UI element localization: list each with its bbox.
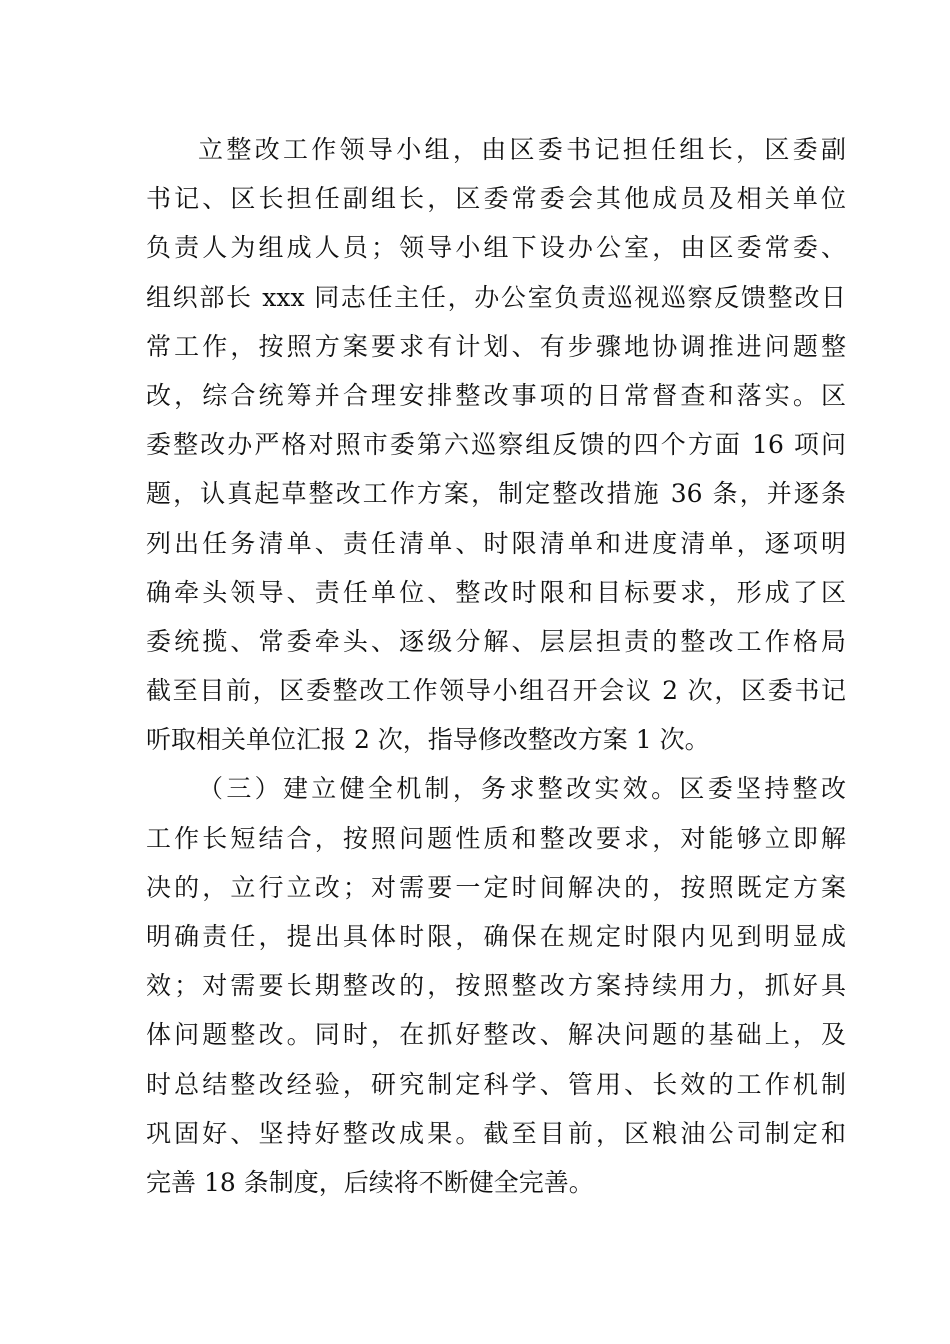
paragraph-line: 题，认真起草整改工作方案，制定整改措施 36 条，并逐条 [146, 479, 846, 509]
paragraph-line: 巩固好、坚持好整改成果。截至目前，区粮油公司制定和 [146, 1118, 846, 1148]
paragraph-line: 听取相关单位汇报 2 次，指导修改整改方案 1 次。 [146, 725, 710, 755]
body-text [146, 125, 846, 1207]
paragraph-line: 截至目前，区委整改工作领导小组召开会议 2 次，区委书记 [146, 676, 846, 706]
paragraph-line: 组织部长 xxx 同志任主任，办公室负责巡视巡察反馈整改日 [146, 282, 846, 312]
paragraph-line: 委统揽、常委牵头、逐级分解、层层担责的整改工作格局 [146, 626, 846, 656]
paragraph-line: 工作长短结合，按照问题性质和整改要求，对能够立即解 [146, 823, 846, 853]
paragraph-line: 完善 18 条制度，后续将不断健全完善。 [146, 1167, 594, 1197]
paragraph-line: 常工作，按照方案要求有计划、有步骤地协调推进问题整 [146, 331, 846, 361]
paragraph-line: 书记、区长担任副组长，区委常委会其他成员及相关单位 [146, 184, 846, 214]
paragraph-line: 时总结整改经验，研究制定科学、管用、长效的工作机制 [146, 1069, 846, 1099]
paragraph-line: 明确责任，提出具体时限，确保在规定时限内见到明显成 [146, 922, 846, 951]
paragraph-line: 立整改工作领导小组，由区委书记担任组长，区委副 [198, 135, 846, 164]
section-heading-line: （三）建立健全机制，务求整改实效。区委坚持整改 [198, 774, 846, 804]
paragraph-line: 效；对需要长期整改的，按照整改方案持续用力，抓好具 [146, 971, 846, 1001]
paragraph-line: 确牵头领导、责任单位、整改时限和目标要求，形成了区 [146, 577, 846, 607]
paragraph-line: 负责人为组成人员；领导小组下设办公室，由区委常委、 [146, 233, 846, 263]
paragraph-line: 改，综合统筹并合理安排整改事项的日常督查和落实。区 [146, 380, 846, 410]
paragraph-line: 决的，立行立改；对需要一定时间解决的，按照既定方案 [146, 872, 846, 902]
paragraph-line: 体问题整改。同时，在抓好整改、解决问题的基础上，及 [146, 1020, 846, 1050]
paragraph-line: 列出任务清单、责任清单、时限清单和进度清单，逐项明 [146, 528, 846, 558]
paragraph-line: 委整改办严格对照市委第六巡察组反馈的四个方面 16 项问 [146, 430, 846, 460]
